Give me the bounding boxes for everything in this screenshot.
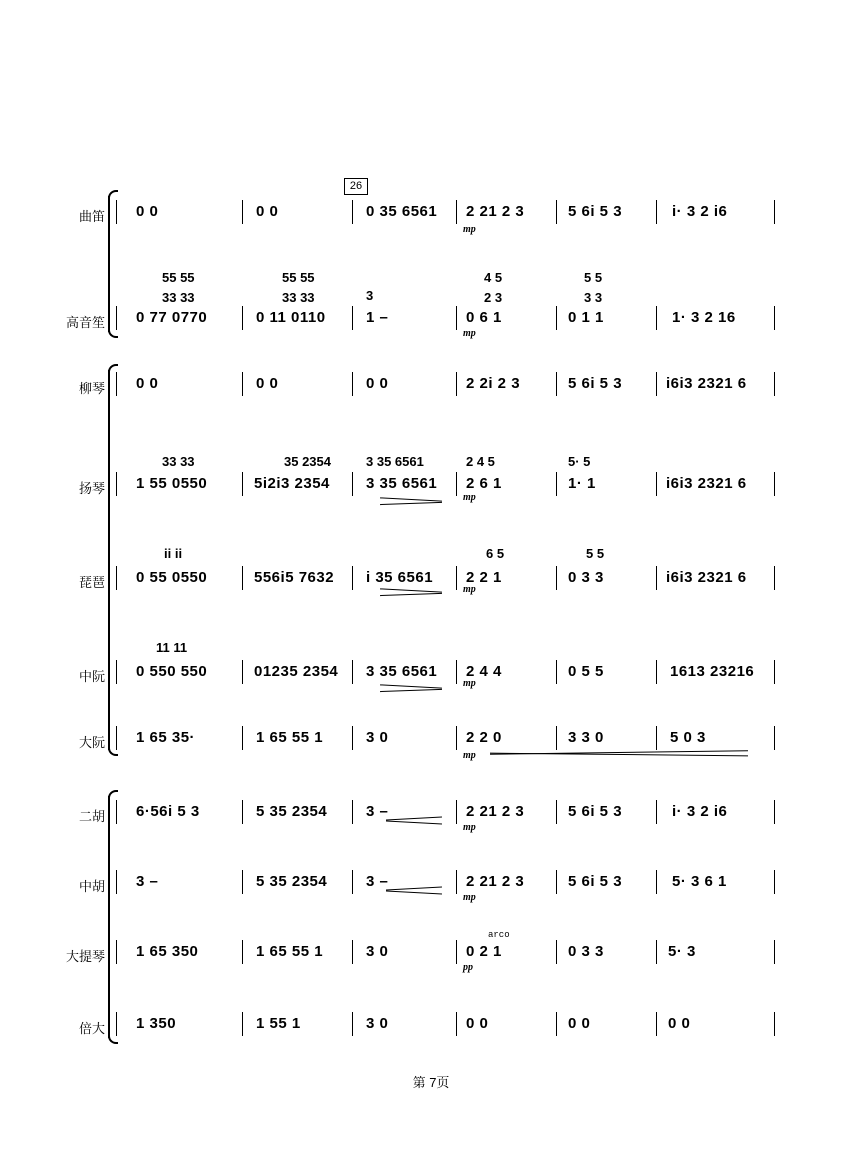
barline: [116, 566, 117, 590]
chord-notes: 33 33: [162, 454, 195, 469]
measure: 0 3 3: [568, 943, 604, 960]
barline: [242, 1012, 243, 1036]
diminuendo-line: [386, 821, 442, 825]
dynamic-mp: mp: [463, 492, 476, 503]
measure: 3 –: [366, 873, 389, 890]
barline: [242, 200, 243, 224]
barline: [116, 660, 117, 684]
crescendo-line: [380, 497, 442, 501]
measure: 0 0: [668, 1015, 691, 1032]
staff-row: [0, 930, 862, 973]
chord-notes: [162, 268, 195, 308]
barline: [556, 660, 557, 684]
staff-row: [0, 726, 862, 761]
measure: 2 21 2 3: [466, 203, 525, 220]
measure: 0 2 1: [466, 943, 502, 960]
measure: 2 6 1: [466, 475, 502, 492]
diminuendo-line: [386, 887, 442, 891]
measure: 2 2i 2 3: [466, 375, 521, 392]
measure: 5 6i 5 3: [568, 873, 623, 890]
measure: 2 2 1: [466, 569, 502, 586]
chord-notes: 11 11: [156, 640, 188, 655]
measure: i· 3 2 i6: [672, 203, 728, 220]
barline: [656, 870, 657, 894]
barline: [656, 1012, 657, 1036]
measure: 0 11 0110: [256, 309, 326, 326]
barline: [774, 306, 775, 330]
page-number: 第 7页: [412, 1075, 450, 1090]
crescendo-line: [490, 753, 748, 757]
barline: [656, 306, 657, 330]
barline: [556, 800, 557, 824]
measure: i· 3 2 i6: [672, 803, 728, 820]
measure: 1 65 35·: [136, 729, 196, 746]
staff-row: [0, 546, 862, 595]
measure: 5i2i3 2354: [254, 475, 330, 492]
crescendo-line: [380, 593, 442, 596]
measure: 0 55 0550: [136, 569, 208, 586]
barline: [242, 660, 243, 684]
measure: 5 6i 5 3: [568, 203, 623, 220]
barline: [556, 870, 557, 894]
dynamic-mp: mp: [463, 328, 476, 339]
barline: [352, 1012, 353, 1036]
staff-row: [0, 372, 862, 398]
measure: 5· 3 6 1: [672, 873, 727, 890]
barline: [556, 306, 557, 330]
barline: [556, 940, 557, 964]
measure: 1 65 55 1: [256, 943, 324, 960]
dynamic-mp: mp: [463, 584, 476, 595]
barline: [242, 306, 243, 330]
dynamic-mp: mp: [463, 224, 476, 235]
barline: [656, 200, 657, 224]
barline: [656, 566, 657, 590]
barline: [116, 1012, 117, 1036]
measure: 2 4 4: [466, 663, 502, 680]
measure: i6i3 2321 6: [666, 375, 747, 392]
staff-row: [0, 200, 862, 235]
barline: [774, 566, 775, 590]
staff-row: [0, 454, 862, 503]
measure: 3 35 6561: [366, 475, 438, 492]
barline: [774, 372, 775, 396]
dynamic-mp: mp: [463, 822, 476, 833]
measure: 1 55 0550: [136, 475, 208, 492]
barline: [774, 1012, 775, 1036]
chord-line: 3 3: [584, 290, 603, 305]
staff-row: [0, 270, 862, 339]
measure: 1 65 350: [136, 943, 199, 960]
chord-line: 2 3: [484, 290, 503, 305]
arco-marking: arco: [488, 930, 510, 940]
barline: [116, 870, 117, 894]
barline: [456, 726, 457, 750]
barline: [116, 472, 117, 496]
measure: 0 6 1: [466, 309, 502, 326]
barline: [456, 306, 457, 330]
barline: [352, 940, 353, 964]
measure: 3 35 6561: [366, 663, 438, 680]
dynamic-mp: mp: [463, 750, 476, 761]
measure: 3 –: [136, 873, 159, 890]
crescendo-line: [380, 689, 442, 692]
instrument-label: 二胡: [78, 809, 105, 824]
measure: 5 6i 5 3: [568, 803, 623, 820]
measure: i6i3 2321 6: [666, 475, 747, 492]
measure: 0 0: [466, 1015, 489, 1032]
chord-notes: 2 4 5: [466, 454, 495, 469]
barline: [116, 726, 117, 750]
measure: 0 3 3: [568, 569, 604, 586]
measure: 3 0: [366, 729, 389, 746]
brace-bowed: [108, 796, 120, 1038]
measure: 0 5 5: [568, 663, 604, 680]
barline: [352, 800, 353, 824]
barline: [456, 472, 457, 496]
barline: [352, 200, 353, 224]
chord-line: 55 55: [282, 270, 315, 285]
measure: 3 –: [366, 803, 389, 820]
dynamic-pp: pp: [463, 962, 473, 973]
measure: 2 21 2 3: [466, 803, 525, 820]
chord-notes: [484, 268, 502, 308]
barline: [352, 870, 353, 894]
measure: 1 55 1: [256, 1015, 301, 1032]
measure: 1· 1: [568, 475, 596, 492]
barline: [242, 566, 243, 590]
chord-line: 4 5: [484, 270, 503, 285]
staff-row: [0, 800, 862, 833]
measure: 3 0: [366, 1015, 389, 1032]
measure: i 35 6561: [366, 569, 434, 586]
staff-row: [0, 1012, 862, 1038]
barline: [456, 800, 457, 824]
measure: 6·56i 5 3: [136, 803, 200, 820]
chord-notes: 3: [366, 288, 374, 303]
measure: 1 –: [366, 309, 389, 326]
measure: 1 350: [136, 1015, 177, 1032]
barline: [242, 870, 243, 894]
barline: [242, 372, 243, 396]
barline: [774, 200, 775, 224]
barline: [656, 660, 657, 684]
measure: 01235 2354: [254, 663, 339, 680]
measure: 5 35 2354: [256, 873, 328, 890]
barline: [774, 660, 775, 684]
barline: [774, 726, 775, 750]
chord-line: 55 55: [162, 270, 195, 285]
measure: 0 77 0770: [136, 309, 208, 326]
barline: [352, 726, 353, 750]
instrument-label: 曲笛: [78, 209, 105, 224]
chord-notes: [584, 268, 602, 308]
barline: [352, 566, 353, 590]
chord-notes: 5 5: [586, 546, 605, 561]
barline: [774, 472, 775, 496]
barline: [116, 200, 117, 224]
barline: [456, 372, 457, 396]
barline: [242, 800, 243, 824]
measure: 0 0: [256, 375, 279, 392]
barline: [556, 372, 557, 396]
crescendo-line: [380, 684, 442, 688]
barline: [656, 940, 657, 964]
barline: [456, 660, 457, 684]
barline: [242, 940, 243, 964]
measure: 2 2 0: [466, 729, 502, 746]
measure: 5 35 2354: [256, 803, 328, 820]
barline: [456, 870, 457, 894]
barline: [352, 660, 353, 684]
measure: 5 6i 5 3: [568, 375, 623, 392]
chord-line: 33 33: [282, 290, 315, 305]
instrument-label: 大提琴: [65, 949, 105, 964]
barline: [352, 472, 353, 496]
measure: 5 0 3: [670, 729, 706, 746]
chord-notes: 35 2354: [284, 454, 331, 469]
barline: [774, 800, 775, 824]
instrument-label: 大阮: [78, 735, 105, 750]
barline: [774, 870, 775, 894]
measure: 3 0: [366, 943, 389, 960]
staff-row: [0, 640, 862, 689]
measure: 2 21 2 3: [466, 873, 525, 890]
chord-notes: 5· 5: [568, 454, 591, 469]
barline: [556, 726, 557, 750]
crescendo-line: [380, 588, 442, 592]
instrument-label: 琵琶: [78, 575, 105, 590]
measure: i6i3 2321 6: [666, 569, 747, 586]
barline: [656, 800, 657, 824]
measure: 1· 3 2 16: [672, 309, 736, 326]
barline: [556, 566, 557, 590]
barline: [656, 726, 657, 750]
barline: [116, 940, 117, 964]
instrument-label: 中胡: [78, 879, 105, 894]
measure: 3 3 0: [568, 729, 604, 746]
barline: [456, 940, 457, 964]
instrument-label: 倍大: [78, 1021, 105, 1036]
barline: [352, 306, 353, 330]
measure: 556i5 7632: [254, 569, 335, 586]
chord-notes: [282, 268, 315, 308]
instrument-label: 中阮: [78, 669, 105, 684]
dynamic-mp: mp: [463, 678, 476, 689]
chord-line: 5 5: [584, 270, 603, 285]
barline: [242, 472, 243, 496]
barline: [116, 372, 117, 396]
staff-row: [0, 870, 862, 903]
diminuendo-line: [386, 817, 442, 821]
barline: [656, 372, 657, 396]
barline: [116, 306, 117, 330]
brace-plucked: [108, 370, 120, 750]
barline: [456, 566, 457, 590]
chord-notes: ii ii: [164, 546, 183, 561]
barline: [556, 472, 557, 496]
barline: [352, 372, 353, 396]
measure: 0 0: [136, 203, 159, 220]
measure: 0 1 1: [568, 309, 604, 326]
barline: [556, 200, 557, 224]
chord-line: 33 33: [162, 290, 195, 305]
barline: [774, 940, 775, 964]
barline: [456, 200, 457, 224]
instrument-label: 扬琴: [78, 481, 105, 496]
measure: 0 550 550: [136, 663, 208, 680]
crescendo-line: [380, 502, 442, 505]
barline: [456, 1012, 457, 1036]
dynamic-mp: mp: [463, 892, 476, 903]
rehearsal-mark: 26: [344, 178, 368, 195]
chord-notes: 3 35 6561: [366, 454, 424, 469]
measure: 5· 3: [668, 943, 696, 960]
measure: 0 0: [136, 375, 159, 392]
diminuendo-line: [386, 891, 442, 895]
measure: 0 0: [256, 203, 279, 220]
chord-notes: 6 5: [486, 546, 505, 561]
measure: 1613 23216: [670, 663, 755, 680]
barline: [656, 472, 657, 496]
measure: 0 0: [366, 375, 389, 392]
measure: 1 65 55 1: [256, 729, 324, 746]
barline: [116, 800, 117, 824]
instrument-label: 柳琴: [78, 381, 105, 396]
measure: 0 35 6561: [366, 203, 438, 220]
barline: [556, 1012, 557, 1036]
instrument-label: 高音笙: [65, 315, 105, 330]
measure: 0 0: [568, 1015, 591, 1032]
barline: [242, 726, 243, 750]
